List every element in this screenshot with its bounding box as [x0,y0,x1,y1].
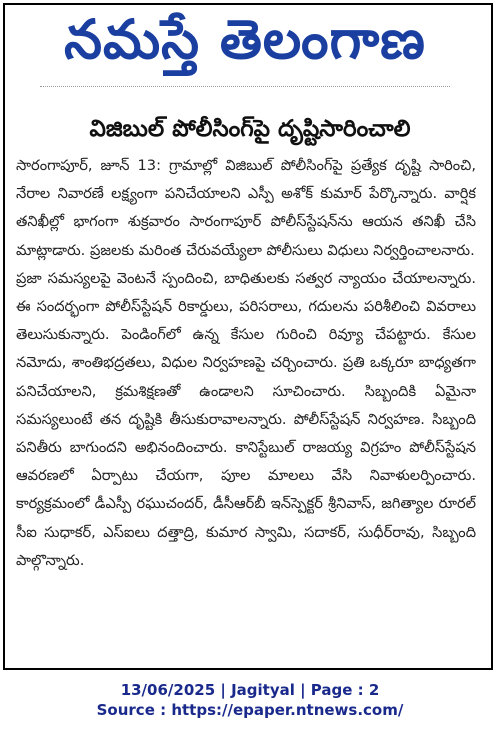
newspaper-masthead: నమస్తే తెలంగాణ [64,8,426,71]
article-body [16,152,476,657]
masthead-divider [40,86,450,88]
source-link[interactable]: Source : https://epaper.ntnews.com/ [96,701,404,719]
article-paragraph: ప్రజా సమస్యలపై వెంటనే స్పందించి, బాధితులకు సత్వర న్యాయం చేయాలన్నారు. ఈ సందర్భంగా పోలీస్‌స్టేషన్ రికార్డులు, పరిసరాలు, గదులను పరిశీలించి వివరాలు తెలుసుకున్నారు. పెండింగ్‌లో ఉన్న కేసుల గురించి రివ్యూ చేపట్టారు. కేసుల నమోదు, శాంతిభద్రతలు, విధుల నిర్వహణపై చర్చించారు. ప్రతి ఒక్కరూ బాధ్యతగా పనిచేయాలని, క్రమశిక్షణతో ఉండాలని సూచించారు. సిబ్బందికి ఏమైనా సమస్యలుంటే తన దృష్టికి తీసుకురావాలన్నారు. పోలీస్‌స్టేషన్ నిర్వహణ. సిబ్బంది పనితీరు బాగుందని అభినందించారు. కానిస్టేబుల్ రాజయ్య విగ్రహం పోలీస్‌స్టేషన ఆవరణలో ఏర్పాటు చేయగా, పూల మాలలు వేసి నివాళులర్పించారు. కార్యక్రమంలో డీఎస్పీ రఘుచందర్, డీసీఆర్‌బీ ఇన్‌స్పెక్టర్ శ్రీనివాస్, జగిత్యాల రూరల్ సీఐ సుధాకర్, ఎస్‌ఐలు దత్తాద్రి, కుమార స్వామి, సదాకర్, సుధీర్‌రావు, సిబ్బంది పాల్గొన్నారు. [16,269,476,569]
article-headline: విజిబుల్ పోలీసింగ్‌పై దృష్టిసారించాలి [89,116,411,142]
edition-info: 13/06/2025 | Jagityal | Page : 2 [120,681,380,699]
article-paragraph: సారంగాపూర్, జూన్ 13: గ్రామాల్లో విజిబుల్ పోలీసింగ్‌పై ప్రత్యేక దృష్టి సారించి, నేరాల నివారణే లక్ష్యంగా పనిచేయాలని ఎస్పీ అశోక్ కుమార్ పేర్కొన్నారు. వార్షిక తనిఖీల్లో భాగంగా శుక్రవారం సారంగాపూర్ పోలీస్‌స్టేషన్‌ను ఆయన తనిఖీ చేసి మాట్లాడారు. ప్రజలకు మరింత చేరువయ్యేలా పోలీసులు విధులు నిర్వర్తించాలనారు. [16,157,476,259]
